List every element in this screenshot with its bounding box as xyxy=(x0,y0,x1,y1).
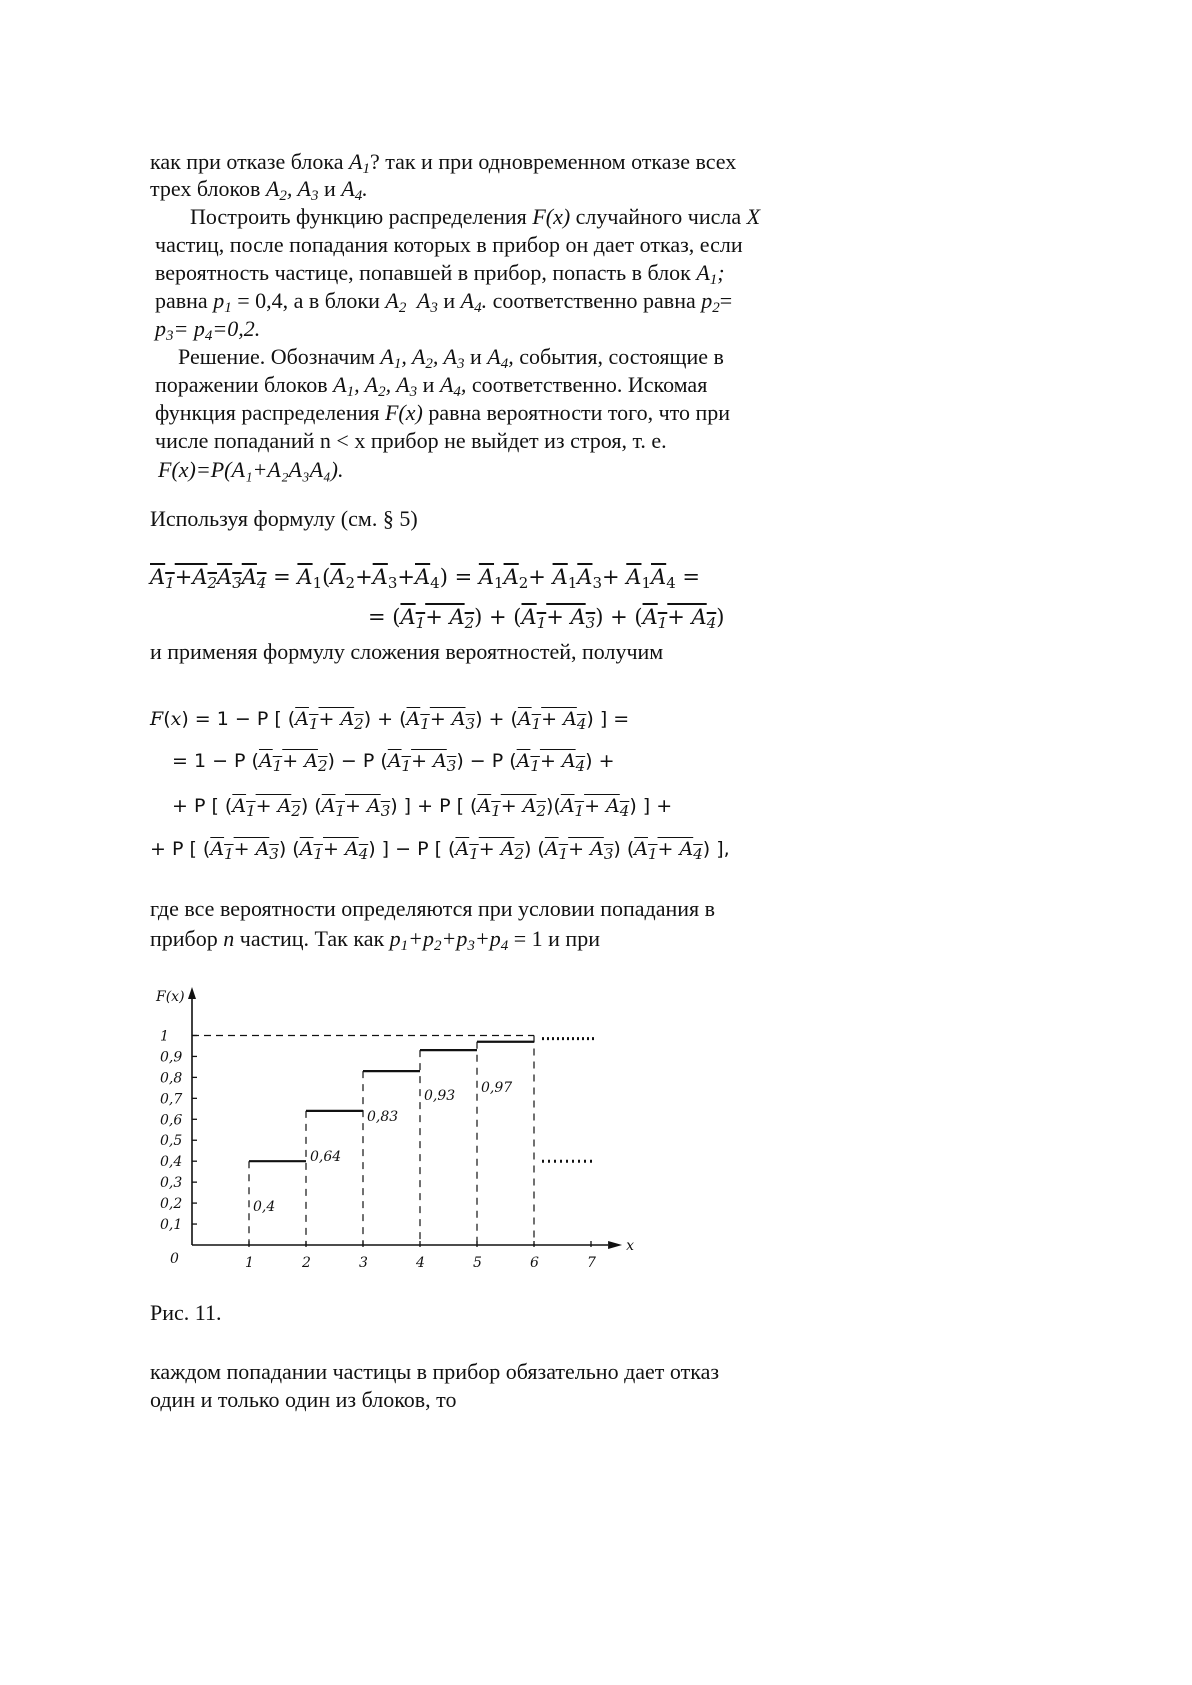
step-value-label: 0,83 xyxy=(367,1109,399,1126)
y-tick-label: 0,8 xyxy=(160,1070,183,1087)
y-tick-label: 0,3 xyxy=(160,1175,183,1192)
y-tick-label: 0,9 xyxy=(160,1049,183,1066)
problem-line-5: $p_3= p_4=0,2$. xyxy=(155,316,261,344)
y-tick-label: 0,4 xyxy=(160,1154,183,1171)
x-tick-label: 7 xyxy=(587,1255,596,1271)
y-tick-label: 0,6 xyxy=(160,1112,183,1129)
x-tick-label: 3 xyxy=(359,1255,368,1271)
formula-fx-line-3: + P [ $(A_1+ A_2)$ $(A_1+ A_3)$ ] + P [ $(A_1+ A_2)(A_1+ A_4)$ ] + xyxy=(172,795,673,820)
origin-label: 0 xyxy=(170,1251,179,1267)
solution-line-1: Решение. Обозначим $A_1$, $A_2$, $A_3$ и $A_4$, события, состоящие в xyxy=(178,344,724,372)
text-line-2: трех блоков $A_2$, $A_3$ и $A_4$. xyxy=(150,176,368,204)
step-value-label: 0,93 xyxy=(424,1088,456,1105)
x-tick-label: 2 xyxy=(302,1255,311,1271)
x-tick-label: 5 xyxy=(473,1255,482,1271)
step-value-label: 0,4 xyxy=(253,1199,276,1216)
x-tick-label: 4 xyxy=(416,1255,425,1271)
after-line-1: каждом попадании частицы в прибор обязательно дает отказ xyxy=(150,1359,720,1384)
y-tick-label: 0,2 xyxy=(160,1196,183,1213)
applying-formula-text: и применяя формулу сложения вероятностей, получим xyxy=(150,639,664,664)
step-value-label: 0,97 xyxy=(481,1079,513,1096)
formula-complement-line-2: = $(A_1+ A_2) + (A_1+ A_3) + (A_1+ A_4)$ xyxy=(368,605,725,632)
text-line-1: как при отказе блока $A_1$? так и при одновременном отказе всех xyxy=(150,149,737,177)
y-tick-label: 0,1 xyxy=(160,1217,183,1234)
formula-fx-line-4: + P [ $(A_1+ A_3)$ $(A_1+ A_4)$ ] − P [ $(A_1+ A_2)$ $(A_1+ A_3)$ $(A_1+ A_4)$ ], xyxy=(150,838,730,863)
solution-formula: F(x)=P(A₁+A₂A₃A₄). xyxy=(158,457,344,482)
x-axis-arrow xyxy=(608,1241,622,1249)
formula-fx-line-1: F(x) = 1 − P [ $(A_1+ A_2) + (A_1+ A_3) + (A_1+ A_4)$ ] = xyxy=(150,708,630,733)
problem-line-2: частиц, после попадания которых в прибор он дает отказ, если xyxy=(155,232,743,257)
solution-line-3: функция распределения F(x) равна вероятности того, что при xyxy=(155,400,731,425)
y-tick-label: 1 xyxy=(160,1028,169,1045)
figure-caption: Рис. 11. xyxy=(150,1300,222,1325)
step-value-label: 0,64 xyxy=(310,1148,342,1165)
where-line-1: где все вероятности определяются при условии попадания в xyxy=(150,896,716,921)
y-tick-label: 0,7 xyxy=(160,1091,183,1108)
y-axis-arrow xyxy=(188,987,196,999)
distribution-function-chart xyxy=(150,985,670,1285)
y-axis-label: F(x) xyxy=(156,989,185,1005)
after-line-2: один и только один из блоков, то xyxy=(150,1387,457,1412)
solution-line-2: поражении блоков $A_1$, $A_2$, $A_3$ и $A_4$, соответственно. Искомая xyxy=(155,372,708,400)
problem-line-1: Построить функцию распределения F(x) случайного числа X xyxy=(190,204,761,229)
solution-line-4: числе попаданий n < x прибор не выйдет из строя, т. е. xyxy=(155,428,667,453)
x-tick-label: 6 xyxy=(530,1255,539,1271)
formula-fx-line-2: = 1 − P $(A_1+ A_2) - P$ $(A_1+ A_3) - P$ $(A_1+ A_4)$ + xyxy=(172,750,615,775)
x-axis-label: x xyxy=(626,1238,635,1254)
where-line-2: прибор n частиц. Так как $p_1+p_2+p_3+p_4 = 1$ и при xyxy=(150,926,600,954)
problem-line-4: равна $p_1 = 0,4$, а в блоки $A_2$ $A_3$ и $A_4$. соответственно равна $p_2=$ xyxy=(155,288,733,316)
x-tick-label: 1 xyxy=(245,1255,254,1271)
problem-line-3: вероятность частице, попавшей в прибор, попасть в блок $A_1$; xyxy=(155,260,725,288)
y-tick-label: 0,5 xyxy=(160,1133,183,1150)
formula-complement-line-1: $A_1+A_2A_3A_4 = \overline{A}_1(\overline{A}_2+\overline{A}_3+\overline{A}_4) = \overline{A}_1\overline{A}_2+ \overline{A}_1\overline{A}_3+ \overline{A}_1\overline{A}_4$ = xyxy=(150,565,701,592)
using-formula-text: Используя формулу (см. § 5) xyxy=(150,506,418,531)
